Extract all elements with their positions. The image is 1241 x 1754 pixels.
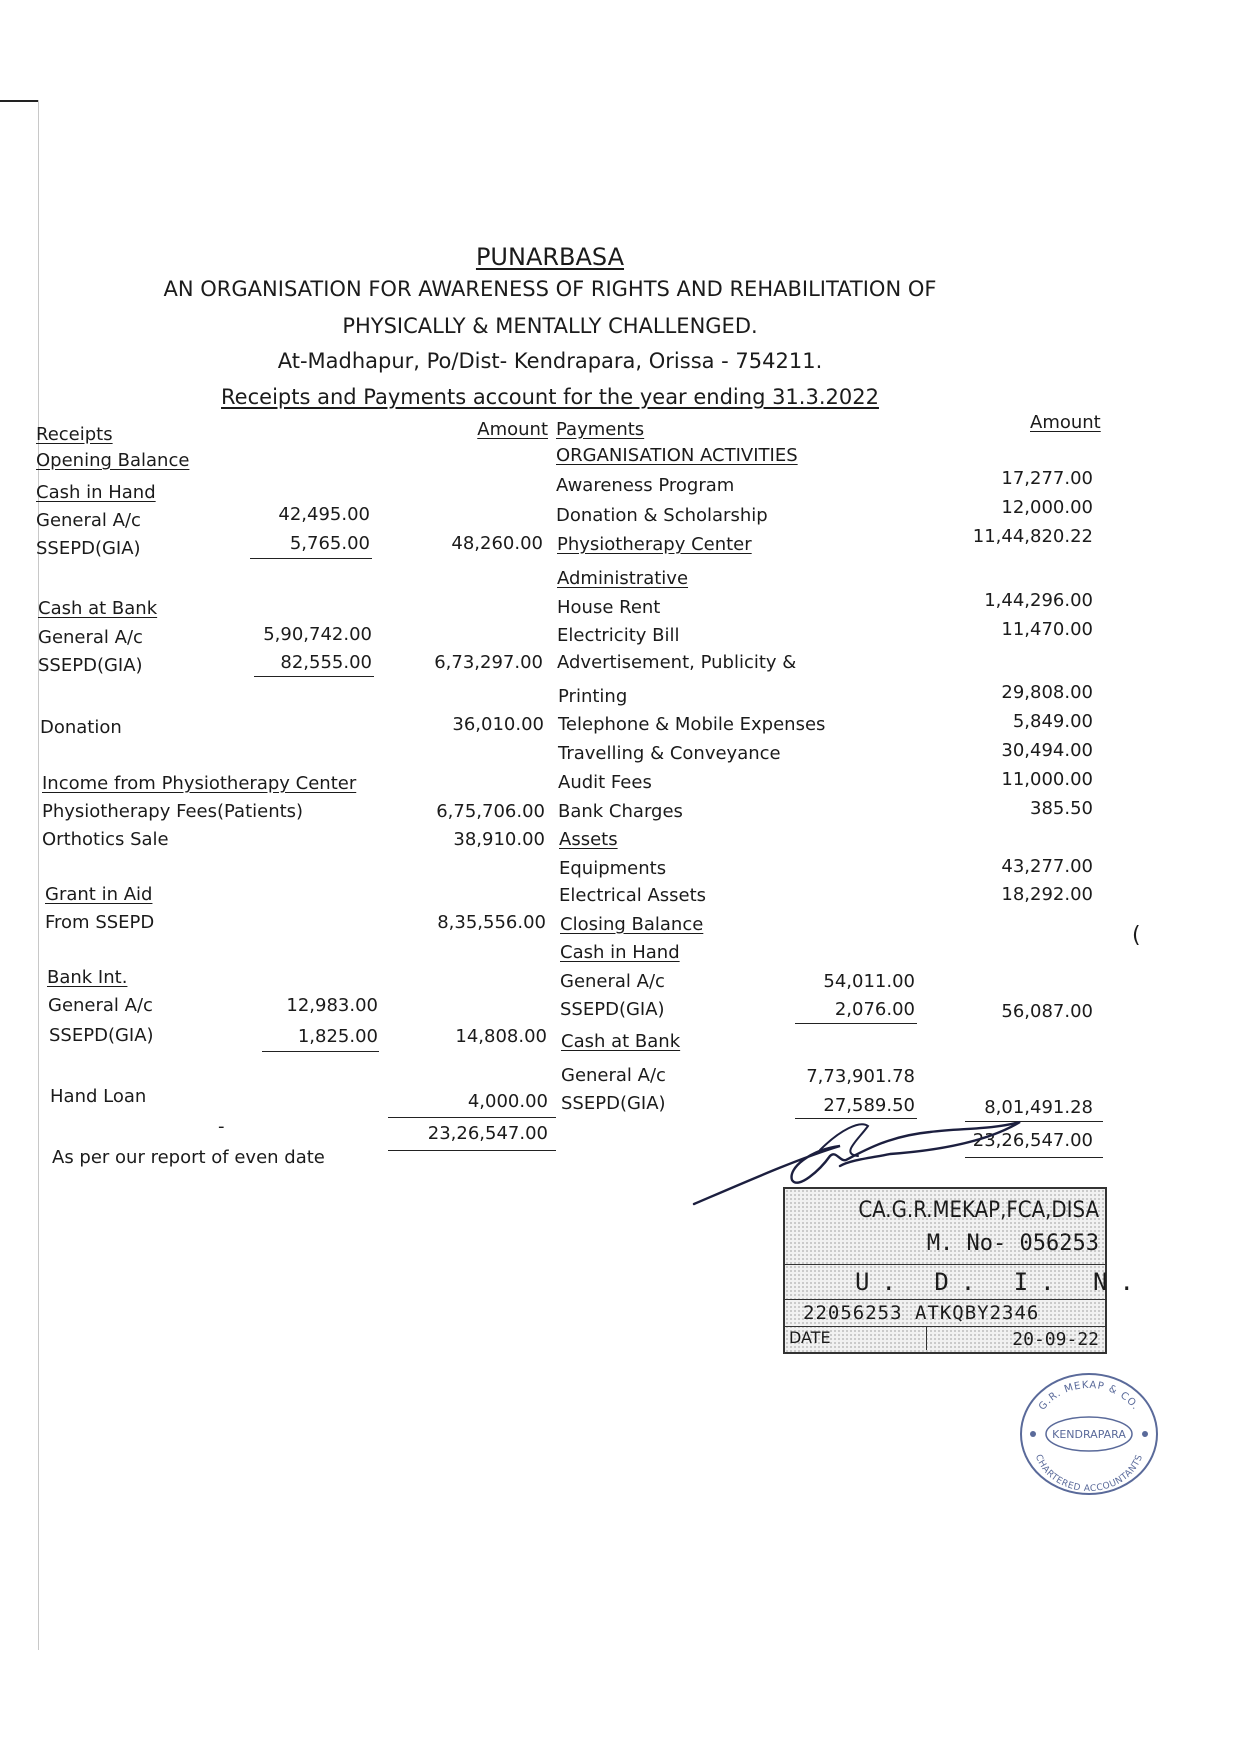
auditor-name: CA.G.R.MEKAP,FCA,DISA bbox=[858, 1198, 1099, 1223]
bank-int-general-label: General A/c bbox=[48, 995, 153, 1016]
payments-cih-subtotal-line bbox=[795, 1023, 917, 1024]
scan-edge-mark bbox=[0, 100, 38, 102]
payments-cih-general-label: General A/c bbox=[560, 971, 665, 992]
receipts-donation-label: Donation bbox=[40, 717, 122, 738]
bank-interest-heading: Bank Int. bbox=[47, 967, 128, 988]
grant-in-aid-heading: Grant in Aid bbox=[45, 884, 153, 905]
payments-amount-header: Amount bbox=[1030, 412, 1101, 433]
stamp-date-value: 20-09-22 bbox=[1012, 1329, 1099, 1350]
advertisement-label: Advertisement, Publicity & bbox=[557, 652, 797, 673]
stamp-divider-1 bbox=[785, 1264, 1105, 1265]
payments-cab-total: 8,01,491.28 bbox=[984, 1097, 1093, 1118]
org-address: At-Madhapur, Po/Dist- Kendrapara, Orissa - 754211. bbox=[277, 349, 823, 373]
physio-fees-value: 6,75,706.00 bbox=[436, 801, 545, 822]
seal-center-text: KENDRAPARA bbox=[1052, 1428, 1126, 1441]
receipts-cih-ssepd-label: SSEPD(GIA) bbox=[36, 538, 141, 559]
physiotherapy-center-value: 11,44,820.22 bbox=[972, 526, 1093, 547]
stamp-date-divider bbox=[926, 1326, 927, 1350]
payments-cih-general-value: 54,011.00 bbox=[823, 971, 915, 992]
donation-scholarship-value: 12,000.00 bbox=[1001, 497, 1093, 518]
closing-balance-heading: Closing Balance bbox=[560, 914, 704, 935]
physio-income-heading: Income from Physiotherapy Center bbox=[42, 773, 357, 794]
house-rent-value: 1,44,296.00 bbox=[984, 590, 1093, 611]
payments-cab-ssepd-value: 27,589.50 bbox=[823, 1095, 915, 1116]
receipts-grand-total: 23,26,547.00 bbox=[427, 1123, 548, 1144]
bank-int-ssepd-value: 1,825.00 bbox=[297, 1026, 378, 1047]
seal-top-text: G.R. MEKAP & CO. bbox=[1036, 1379, 1142, 1413]
payments-cih-ssepd-value: 2,076.00 bbox=[834, 999, 915, 1020]
electricity-bill-label: Electricity Bill bbox=[557, 625, 680, 646]
stray-dash: - bbox=[218, 1116, 225, 1137]
payments-cab-ssepd-label: SSEPD(GIA) bbox=[561, 1093, 666, 1114]
receipts-cih-subtotal-line bbox=[250, 558, 372, 559]
travelling-value: 30,494.00 bbox=[1001, 740, 1093, 761]
payments-cab-general-label: General A/c bbox=[561, 1065, 666, 1086]
payments-grand-total: 23,26,547.00 bbox=[972, 1130, 1093, 1151]
receipts-cab-ssepd-label: SSEPD(GIA) bbox=[38, 655, 143, 676]
payments-cih-ssepd-label: SSEPD(GIA) bbox=[560, 999, 665, 1020]
equipments-value: 43,277.00 bbox=[1001, 856, 1093, 877]
receipts-cash-in-hand-heading: Cash in Hand bbox=[36, 482, 156, 503]
margin-mark: ( bbox=[1132, 923, 1141, 948]
audit-fees-value: 11,000.00 bbox=[1001, 769, 1093, 790]
receipts-donation-value: 36,010.00 bbox=[452, 714, 544, 735]
receipts-cih-general-label: General A/c bbox=[36, 510, 141, 531]
seal-bottom-text: CHARTERED ACCOUNTANTS bbox=[1032, 1453, 1146, 1495]
receipts-cash-at-bank-heading: Cash at Bank bbox=[38, 598, 158, 619]
organisation-activities-heading: ORGANISATION ACTIVITIES bbox=[556, 445, 798, 466]
hand-loan-value: 4,000.00 bbox=[467, 1091, 548, 1112]
receipts-cab-total: 6,73,297.00 bbox=[434, 652, 543, 673]
bank-int-subtotal-line bbox=[262, 1051, 379, 1052]
telephone-label: Telephone & Mobile Expenses bbox=[558, 714, 826, 735]
receipts-total-top-line bbox=[388, 1117, 556, 1118]
stamp-divider-2 bbox=[785, 1299, 1105, 1300]
orthotics-sale-label: Orthotics Sale bbox=[42, 829, 169, 850]
receipts-total-bottom-line bbox=[388, 1150, 556, 1151]
receipts-cab-general-value: 5,90,742.00 bbox=[263, 624, 372, 645]
membership-number: M. No- 056253 bbox=[926, 1231, 1099, 1256]
chartered-accountants-seal bbox=[1016, 1368, 1162, 1500]
receipts-cih-general-value: 42,495.00 bbox=[278, 504, 370, 525]
equipments-label: Equipments bbox=[559, 858, 667, 879]
receipts-cab-ssepd-value: 82,555.00 bbox=[280, 652, 372, 673]
house-rent-label: House Rent bbox=[557, 597, 661, 618]
administrative-heading: Administrative bbox=[557, 568, 689, 589]
svg-text:G.R. MEKAP & CO. bbox=[1037, 1380, 1141, 1413]
udin-value: 22056253 ATKQBY2346 bbox=[803, 1302, 1040, 1324]
electricity-bill-value: 11,470.00 bbox=[1001, 619, 1093, 640]
receipts-amount-header: Amount bbox=[477, 419, 548, 440]
awareness-program-label: Awareness Program bbox=[556, 475, 735, 496]
org-name: PUNARBASA bbox=[475, 243, 625, 271]
assets-heading: Assets bbox=[559, 829, 618, 850]
bank-int-total: 14,808.00 bbox=[455, 1026, 547, 1047]
donation-scholarship-label: Donation & Scholarship bbox=[556, 505, 768, 526]
bank-charges-label: Bank Charges bbox=[558, 801, 683, 822]
opening-balance-heading: Opening Balance bbox=[36, 450, 190, 471]
bank-int-general-value: 12,983.00 bbox=[286, 995, 378, 1016]
printing-label: Printing bbox=[558, 686, 628, 707]
svg-text:CHARTERED ACCOUNTANTS bbox=[1033, 1453, 1145, 1494]
org-description-line-2: PHYSICALLY & MENTALLY CHALLENGED. bbox=[342, 314, 758, 338]
org-description-line-1: AN ORGANISATION FOR AWARENESS OF RIGHTS AND REHABILITATION OF bbox=[163, 277, 937, 301]
bank-int-ssepd-label: SSEPD(GIA) bbox=[49, 1025, 154, 1046]
payments-cab-general-value: 7,73,901.78 bbox=[806, 1066, 915, 1087]
printing-value: 29,808.00 bbox=[1001, 682, 1093, 703]
orthotics-sale-value: 38,910.00 bbox=[453, 829, 545, 850]
bank-charges-value: 385.50 bbox=[1030, 798, 1093, 819]
receipts-cih-ssepd-value: 5,765.00 bbox=[289, 533, 370, 554]
from-ssepd-label: From SSEPD bbox=[45, 912, 155, 933]
payments-cash-at-bank-heading: Cash at Bank bbox=[561, 1031, 681, 1052]
payments-cash-in-hand-heading: Cash in Hand bbox=[560, 942, 680, 963]
receipts-cih-total: 48,260.00 bbox=[451, 533, 543, 554]
auditor-stamp bbox=[783, 1187, 1146, 1354]
from-ssepd-value: 8,35,556.00 bbox=[437, 912, 546, 933]
receipts-cab-general-label: General A/c bbox=[38, 627, 143, 648]
receipts-column-header: Receipts bbox=[36, 424, 113, 445]
stamp-date-label: DATE bbox=[789, 1328, 831, 1347]
audit-fees-label: Audit Fees bbox=[558, 772, 652, 793]
udin-label: U. D. I. N. bbox=[855, 1268, 1146, 1296]
payments-cih-total: 56,087.00 bbox=[1001, 1001, 1093, 1022]
receipts-cab-subtotal-line bbox=[254, 676, 374, 677]
physio-fees-label: Physiotherapy Fees(Patients) bbox=[42, 801, 304, 822]
hand-loan-label: Hand Loan bbox=[50, 1086, 147, 1107]
stamp-divider-3 bbox=[785, 1326, 1105, 1327]
statement-title: Receipts and Payments account for the year ending 31.3.2022 bbox=[221, 385, 879, 409]
awareness-program-value: 17,277.00 bbox=[1001, 468, 1093, 489]
payments-column-header: Payments bbox=[556, 419, 645, 440]
electrical-assets-value: 18,292.00 bbox=[1001, 884, 1093, 905]
electrical-assets-label: Electrical Assets bbox=[559, 885, 707, 906]
telephone-value: 5,849.00 bbox=[1012, 711, 1093, 732]
travelling-label: Travelling & Conveyance bbox=[558, 743, 781, 764]
physiotherapy-center-label: Physiotherapy Center bbox=[557, 534, 752, 555]
report-note: As per our report of even date bbox=[52, 1147, 325, 1168]
